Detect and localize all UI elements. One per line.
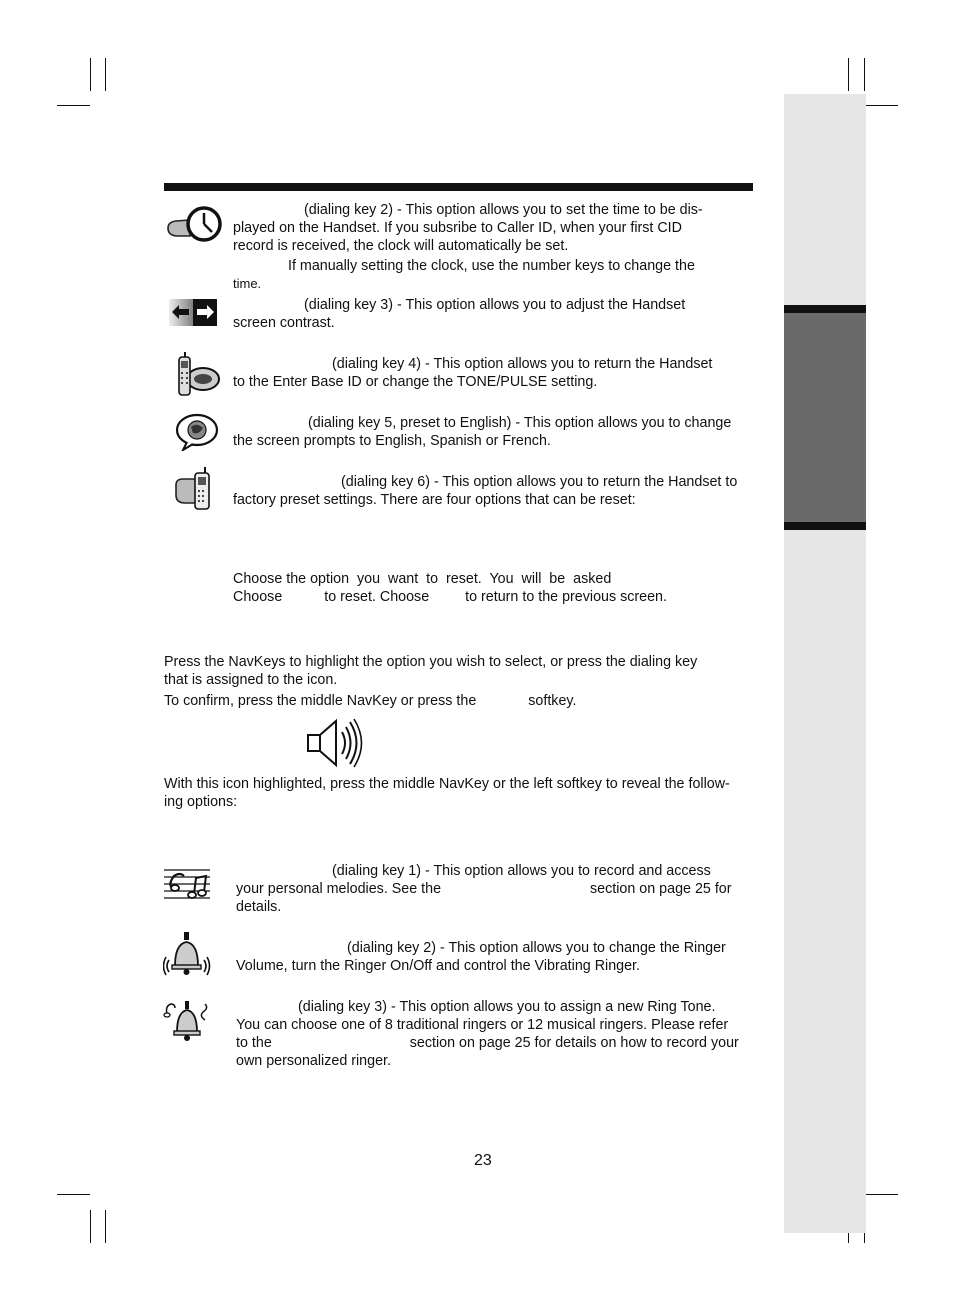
- text-fragment: to reset. Choose: [324, 589, 430, 605]
- text-fragment: To confirm, press the middle NavKey or press the: [164, 693, 477, 709]
- text-line: (dialing key 2) - This option allows you to change the Ringer: [347, 940, 726, 956]
- text-line: (dialing key 2) - This option allows you to set the time to be dis-: [304, 202, 703, 218]
- text-line: ing options:: [164, 794, 238, 810]
- text-line: (dialing key 4) - This option allows you to return the Handset: [332, 356, 713, 372]
- text-line: to the Enter Base ID or change the TONE/PULSE setting.: [233, 374, 598, 390]
- bell-vibrate-icon: [163, 930, 211, 983]
- text-fragment: section on page 25 for: [590, 881, 732, 897]
- text-fragment: to the: [236, 1035, 272, 1051]
- text-fragment: section on page 25 for details on how to record your: [409, 1035, 739, 1051]
- text-line: (dialing key 3) - This option allows you to adjust the Handset: [304, 297, 686, 313]
- reset-instructions: [233, 570, 733, 606]
- text-line: Volume, turn the Ringer On/Off and control the Vibrating Ringer.: [236, 958, 640, 974]
- handset-base-icon: [175, 351, 221, 402]
- crop-mark: [90, 58, 91, 91]
- hand-handset-icon: [173, 465, 215, 516]
- text-line: You can choose one of 8 traditional ringers or 12 musical ringers. Please refer: [236, 1017, 729, 1033]
- text-line: own personalized ringer.: [236, 1053, 391, 1069]
- crop-mark: [90, 1210, 91, 1243]
- text-line: (dialing key 3) - This option allows you to assign a new Ring Tone.: [298, 999, 716, 1015]
- melodies-paragraph: [236, 862, 753, 916]
- speech-bubble-icon: [175, 413, 219, 456]
- speaker-icon: [306, 718, 368, 773]
- section-tab-border: [784, 522, 866, 530]
- bell-notes-icon: [163, 998, 211, 1047]
- text-line: Press the NavKeys to highlight the option you wish to select, or press the dialing key: [164, 654, 698, 670]
- section-tab-border: [784, 305, 866, 313]
- ringer-volume-paragraph: [236, 939, 753, 975]
- text-line: If manually setting the clock, use the number keys to change the: [288, 258, 695, 274]
- navkeys-paragraph: [164, 653, 753, 710]
- header-rule: [164, 183, 753, 191]
- clock-paragraph: [233, 201, 750, 293]
- crop-mark: [57, 1194, 90, 1195]
- page-number: 23: [474, 1152, 492, 1169]
- crop-mark: [57, 105, 90, 106]
- text-fragment: softkey.: [528, 693, 577, 709]
- text-line: (dialing key 1) - This option allows you to record and access: [332, 863, 711, 879]
- language-paragraph: [233, 414, 750, 450]
- clock-icon: [166, 204, 222, 249]
- contrast-arrows-icon: [169, 299, 217, 331]
- crop-mark: [865, 105, 898, 106]
- text-line: details.: [236, 899, 282, 915]
- text-line: time.: [233, 276, 262, 291]
- crop-mark: [105, 58, 106, 91]
- text-line: that is assigned to the icon.: [164, 672, 338, 688]
- reset-paragraph: [233, 473, 750, 509]
- music-notes-icon: [164, 866, 212, 909]
- ring-tone-paragraph: [236, 998, 753, 1070]
- text-line: factory preset settings. There are four options that can be reset:: [233, 492, 636, 508]
- text-line: played on the Handset. If you subsribe to Caller ID, when your first CID: [233, 220, 682, 236]
- crop-mark: [864, 58, 865, 91]
- handset-base-paragraph: [233, 355, 750, 391]
- text-line: the screen prompts to English, Spanish or French.: [233, 433, 551, 449]
- text-fragment: your personal melodies. See the: [236, 881, 442, 897]
- text-fragment: to return to the previous screen.: [465, 589, 667, 605]
- section-tab: [784, 305, 866, 530]
- side-margin-band: [784, 94, 866, 1233]
- highlight-paragraph: [164, 775, 753, 811]
- text-line: Choose the option you want to reset. You will be asked: [233, 571, 612, 587]
- text-line: With this icon highlighted, press the middle NavKey or the left softkey to reveal the follow-: [164, 776, 730, 792]
- crop-mark: [105, 1210, 106, 1243]
- crop-mark: [865, 1194, 898, 1195]
- crop-mark: [848, 58, 849, 91]
- text-line: record is received, the clock will automatically be set.: [233, 238, 569, 254]
- contrast-paragraph: [233, 296, 750, 332]
- text-line: (dialing key 5, preset to English) - This option allows you to change: [308, 415, 732, 431]
- text-line: (dialing key 6) - This option allows you to return the Handset to: [341, 474, 738, 490]
- text-line: screen contrast.: [233, 315, 335, 331]
- text-fragment: Choose: [233, 589, 283, 605]
